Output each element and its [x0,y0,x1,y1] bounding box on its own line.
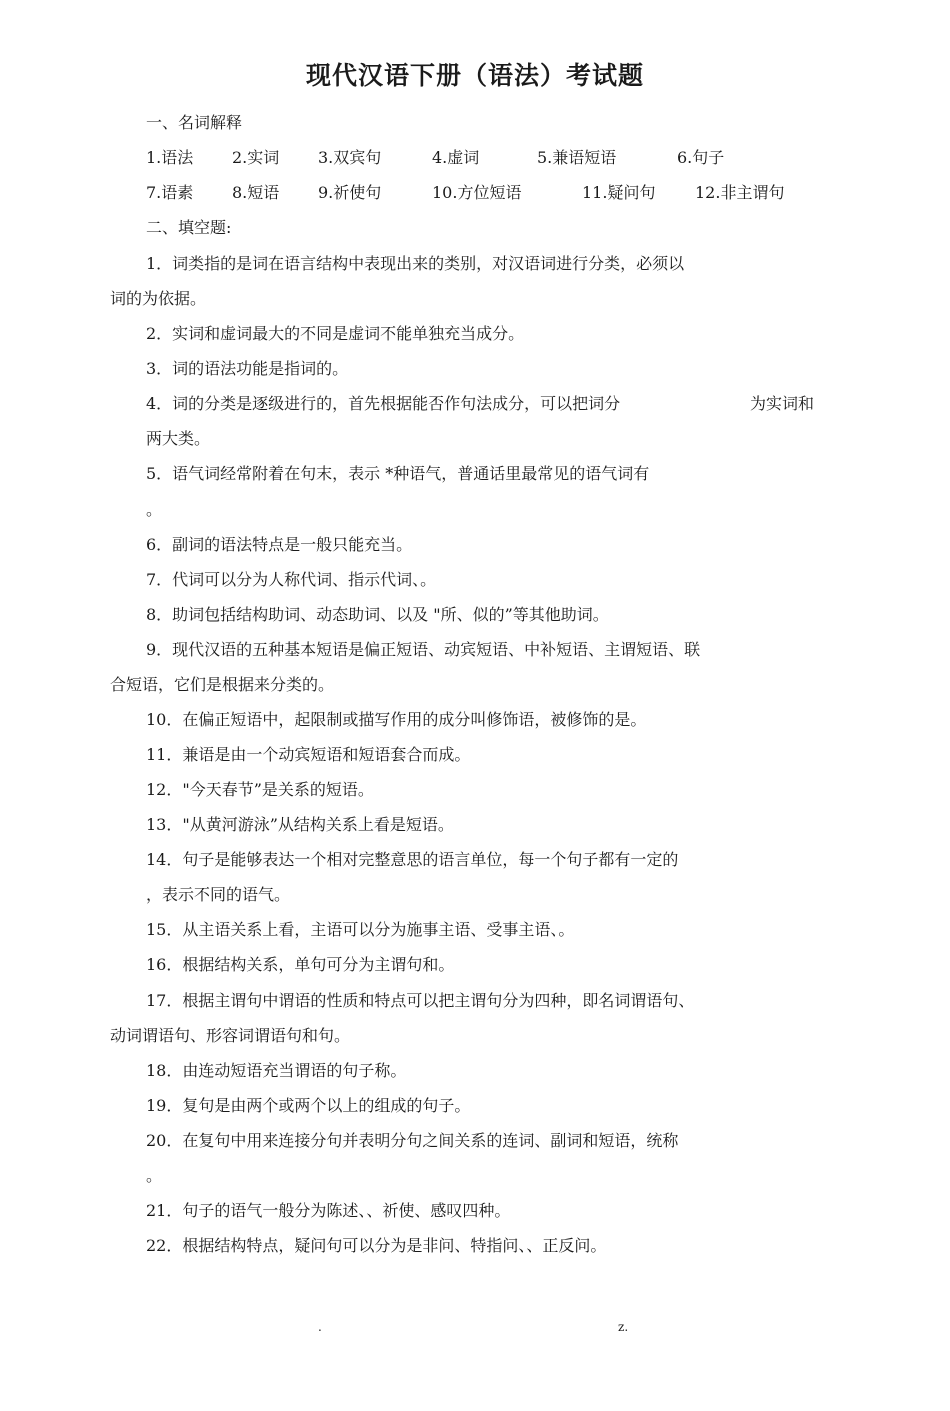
term-item: 9.祈使句 [318,183,382,202]
question-line: 11．兼语是由一个动宾短语和短语套合而成。 [146,745,471,764]
question-line: 12．"今天春节”是关系的短语。 [146,780,374,799]
term-item: 8.短语 [232,183,280,202]
question-line: 15．从主语关系上看，主语可以分为施事主语、受事主语、。 [146,920,575,939]
question-line: 3．词的语法功能是指词的。 [146,359,349,378]
term-item: 3.双宾句 [318,148,382,167]
question-line: 19．复句是由两个或两个以上的组成的句子。 [146,1096,471,1115]
question-line: 22．根据结构特点，疑问句可以分为是非问、特指问、、正反问。 [146,1236,607,1255]
question-line: 2．实词和虚词最大的不同是虚词不能单独充当成分。 [146,324,525,343]
term-item: 5.兼语短语 [537,148,617,167]
term-item: 1.语法 [146,148,194,167]
term-item: 7.语素 [146,183,194,202]
question-line: 7．代词可以分为人称代词、指示代词、。 [146,570,437,589]
term-item: 10.方位短语 [432,183,522,202]
question-line: 21．句子的语气一般分为陈述、、祈使、感叹四种。 [146,1201,511,1220]
question-line: 。 [146,1166,163,1185]
question-line: 6．副词的语法特点是一般只能充当。 [146,535,413,554]
question-line: 9．现代汉语的五种基本短语是偏正短语、动宾短语、中补短语、主谓短语、联 [146,640,701,659]
question-line: 5．语气词经常附着在句末，表示 *种语气，普通话里最常见的语气词有 [146,464,650,483]
page-title: 现代汉语下册（语法）考试题 [305,61,644,90]
term-item: 2.实词 [232,148,280,167]
question-line: 10．在偏正短语中，起限制或描写作用的成分叫修饰语，被修饰的是。 [146,710,647,729]
question-line: 18．由连动短语充当谓语的句子称。 [146,1061,407,1080]
term-item: 4.虚词 [432,148,480,167]
question-line: 4．词的分类是逐级进行的，首先根据能否作句法成分，可以把词分 [146,394,621,413]
question-line: 13．"从黄河游泳”从结构关系上看是短语。 [146,815,454,834]
question-line: 两大类。 [146,429,211,448]
question-line: 合短语，它们是根据来分类的。 [110,675,335,694]
question-line: ，表示不同的语气。 [146,885,291,904]
question-line: 动词谓语句、形容词谓语句和句。 [110,1026,351,1045]
question-line: 。 [146,500,163,519]
section1-heading: 一、名词解释 [146,113,243,132]
term-item: 12.非主谓句 [695,183,785,202]
footer-left-mark: . [318,1320,322,1334]
term-item: 11.疑问句 [582,183,656,202]
question-line: 16．根据结构关系，单句可分为主谓句和。 [146,955,455,974]
term-item: 6.句子 [677,148,725,167]
question-line: 为实词和 [750,394,815,413]
question-line: 20．在复句中用来连接分句并表明分句之间关系的连词、副词和短语，统称 [146,1131,679,1150]
question-line: 17．根据主谓句中谓语的性质和特点可以把主谓句分为四种，即名词谓语句、 [146,991,695,1010]
question-line: 14．句子是能够表达一个相对完整意思的语言单位，每一个句子都有一定的 [146,850,679,869]
section2-heading: 二、填空题: [146,218,232,237]
question-line: 1．词类指的是词在语言结构中表现出来的类别，对汉语词进行分类，必须以 [146,254,685,273]
footer-right-mark: z. [618,1320,629,1334]
question-line: 8．助词包括结构助词、动态助词、以及 "所、似的”等其他助词。 [146,605,609,624]
question-line: 词的为依据。 [110,289,207,308]
